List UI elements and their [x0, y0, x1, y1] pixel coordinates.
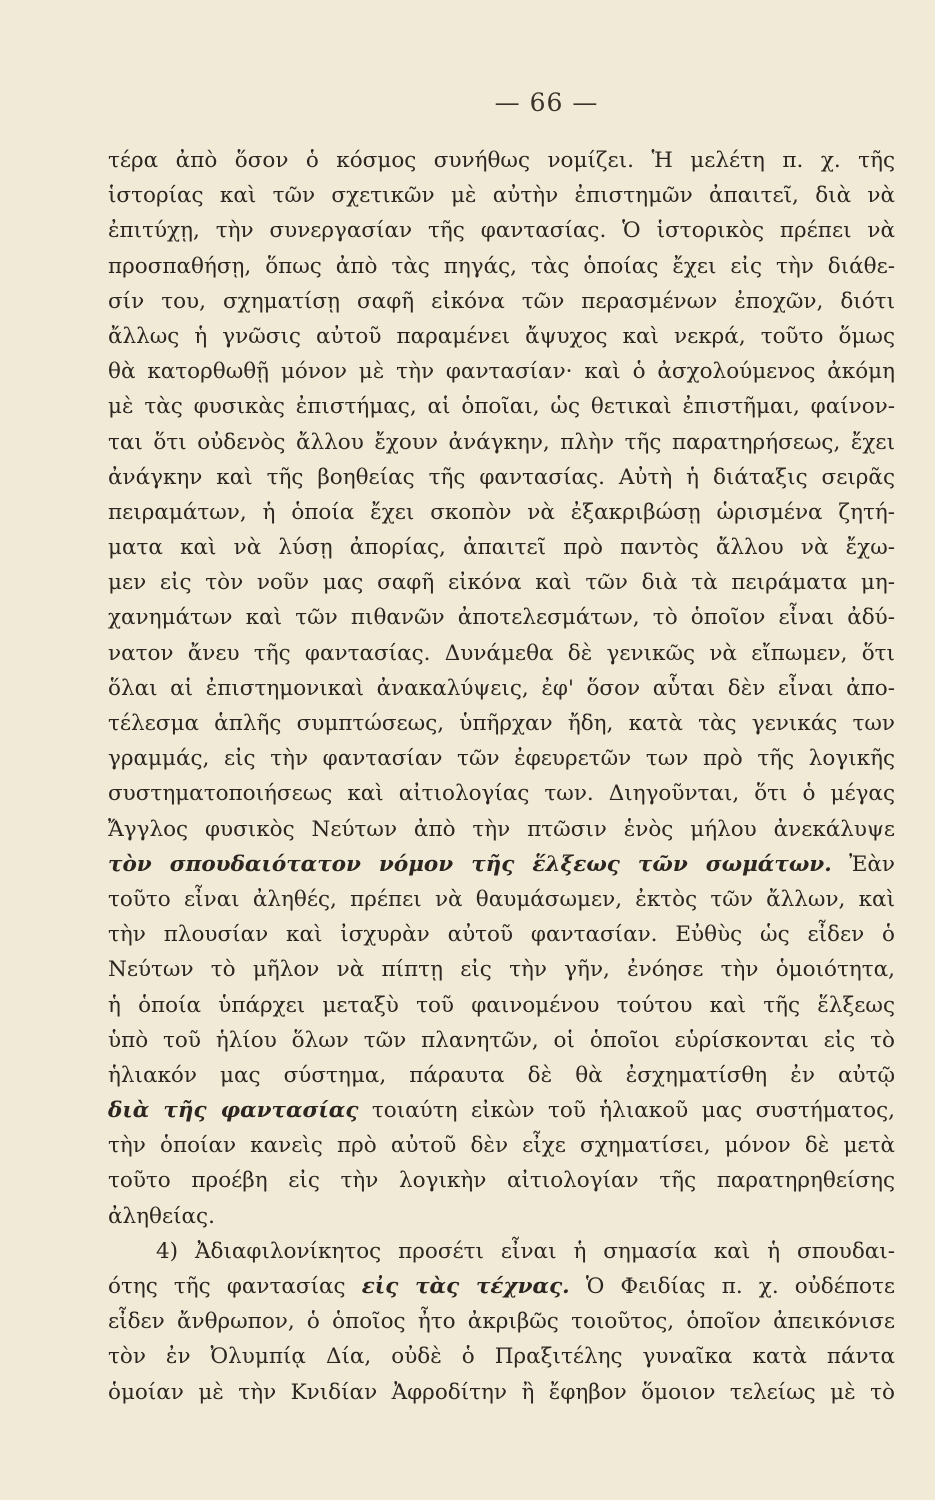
text-line: τοῦτο εἶναι ἀληθές, πρέπει νὰ θαυμάσωμεν, ἐκτὸς τῶν ἄλλων, καὶ: [108, 886, 895, 912]
text-line: ματα καὶ νὰ λύσῃ ἀπορίας, ἀπαιτεῖ πρὸ παντὸς ἄλλου νὰ ἔχω-: [108, 535, 895, 561]
text-line: ἄλλως ἡ γνῶσις αὐτοῦ παραμένει ἄψυχος καὶ νεκρά, τοῦτο ὅμως: [108, 323, 895, 349]
text-line: μὲ τὰς φυσικὰς ἐπιστήμας, αἱ ὁποῖαι, ὡς θετικαὶ ἐπιστῆμαι, φαίνον-: [108, 394, 895, 420]
text-line: ἱστορίας καὶ τῶν σχετικῶν μὲ αὐτὴν ἐπιστημῶν ἀπαιτεῖ, διὰ νὰ: [108, 183, 895, 209]
text-line: νατον ἄνευ τῆς φαντασίας. Δυνάμεθα δὲ γενικῶς νὰ εἴπωμεν, ὅτι: [108, 640, 895, 666]
text-span: ότης τῆς φαντασίας: [108, 1274, 346, 1299]
text-line: τέρα ἀπὸ ὅσον ὁ κόσμος συνήθως νομίζει. Ἡ μελέτη π. χ. τῆς: [108, 148, 895, 173]
text-line: ἡλιακόν μας σύστημα, πάραυτα δὲ θὰ ἐσχηματίσθη ἐν αὐτῷ: [108, 1062, 895, 1088]
text-line: ὁμοίαν μὲ τὴν Κνιδίαν Ἀφροδίτην ἢ ἔφηβον ὅμοιον τελείως μὲ τὸ: [108, 1379, 895, 1405]
text-line: χανημάτων καὶ τῶν πιθανῶν ἀποτελεσμάτων, τὸ ὁποῖον εἶναι ἀδύ-: [108, 605, 895, 631]
text-line: θὰ κατορθωθῇ μόνον μὲ τὴν φαντασίαν· καὶ ὁ ἀσχολούμενος ἀκόμη: [108, 359, 895, 385]
text-span: Ὁ Φειδίας π. χ. οὐδέποτε: [585, 1274, 895, 1299]
text-span: τοιαύτη εἰκὼν τοῦ ἡλιακοῦ μας συστήματος,: [371, 1098, 895, 1124]
text-line: τὴν πλουσίαν καὶ ἰσχυρὰν αὐτοῦ φαντασίαν. Εὐθὺς ὡς εἶδεν ὁ: [108, 922, 895, 948]
text-line-emphasis: [108, 1093, 895, 1128]
text-line: 4) Ἀδιαφιλονίκητος προσέτι εἶναι ἡ σημασία καὶ ἡ σπουδαι-: [156, 1238, 895, 1264]
text-span: Ἐὰν: [849, 851, 895, 877]
emphasis-text: διὰ τῆς φαντασίας: [108, 1098, 359, 1124]
emphasis-text: τὸν σπουδαιότατον νόμον τῆς ἕλξεως τῶν σωμάτων.: [108, 851, 832, 877]
text-line: τοῦτο προέβη εἰς τὴν λογικὴν αἰτιολογίαν τῆς παρατηρηθείσης: [108, 1168, 895, 1194]
page-number: — 66 —: [494, 88, 599, 117]
emphasis-text: εἰς τὰς τέχνας.: [361, 1274, 570, 1299]
text-line: μεν εἰς τὸν νοῦν μας σαφῆ εἰκόνα καὶ τῶν διὰ τὰ πειράματα μη-: [108, 570, 895, 596]
text-line: ὅλαι αἱ ἐπιστημονικαὶ ἀνακαλύψεις, ἐφ' ὅσον αὗται δὲν εἶναι ἀπο-: [108, 675, 895, 701]
text-line-emphasis: [108, 1269, 895, 1304]
text-line: τέλεσμα ἁπλῆς συμπτώσεως, ὑπῆρχαν ἤδη, κατὰ τὰς γενικάς των: [108, 711, 895, 736]
text-line: εἶδεν ἄνθρωπον, ὁ ὁποῖος ἦτο ἀκριβῶς τοιοῦτος, ὁποῖον ἀπεικόνισε: [108, 1309, 895, 1335]
text-line: ἐπιτύχῃ, τὴν συνεργασίαν τῆς φαντασίας. Ὁ ἱστορικὸς πρέπει νὰ: [108, 218, 895, 244]
text-line: τὸν ἐν Ὀλυμπίᾳ Δία, οὐδὲ ὁ Πραξιτέλης γυναῖκα κατὰ πάντα: [108, 1344, 895, 1370]
text-line: Ἄγγλος φυσικὸς Νεύτων ἀπὸ τὴν πτῶσιν ἑνὸς μήλου ἀνεκάλυψε: [108, 816, 895, 842]
text-line: πειραμάτων, ἡ ὁποία ἔχει σκοπὸν νὰ ἐξακριβώσῃ ὡρισμένα ζητή-: [108, 499, 895, 525]
text-line: ἀνάγκην καὶ τῆς βοηθείας τῆς φαντασίας. Αὐτὴ ἡ διάταξις σειρᾶς: [108, 464, 895, 490]
body-text: [108, 143, 895, 1410]
text-line: ἡ ὁποία ὑπάρχει μεταξὺ τοῦ φαινομένου τούτου καὶ τῆς ἕλξεως: [108, 992, 895, 1018]
text-line: ται ὅτι οὐδενὸς ἄλλου ἔχουν ἀνάγκην, πλὴν τῆς παρατηρήσεως, ἔχει: [108, 429, 895, 455]
text-line: συστηματοποιήσεως καὶ αἰτιολογίας των. Διηγοῦνται, ὅτι ὁ μέγας: [108, 781, 895, 807]
text-line: Νεύτων τὸ μῆλον νὰ πίπτῃ εἰς τὴν γῆν, ἐνόησε τὴν ὁμοιότητα,: [108, 957, 895, 983]
text-line: ἀληθείας.: [108, 1203, 215, 1229]
text-line: τὴν ὁποίαν κανεὶς πρὸ αὐτοῦ δὲν εἶχε σχηματίσει, μόνον δὲ μετὰ: [108, 1133, 895, 1159]
text-line: γραμμάς, εἰς τὴν φαντασίαν τῶν ἐφευρετῶν των πρὸ τῆς λογικῆς: [108, 746, 895, 772]
text-line: σίν του, σχηματίσῃ σαφῆ εἰκόνα τῶν περασμένων ἐποχῶν, διότι: [108, 288, 895, 314]
text-line: προσπαθήσῃ, ὅπως ἀπὸ τὰς πηγάς, τὰς ὁποίας ἔχει εἰς τὴν διάθε-: [108, 253, 895, 279]
text-line-emphasis: [108, 847, 895, 882]
text-line: ὑπὸ τοῦ ἡλίου ὅλων τῶν πλανητῶν, οἱ ὁποῖοι εὑρίσκονται εἰς τὸ: [108, 1027, 895, 1053]
